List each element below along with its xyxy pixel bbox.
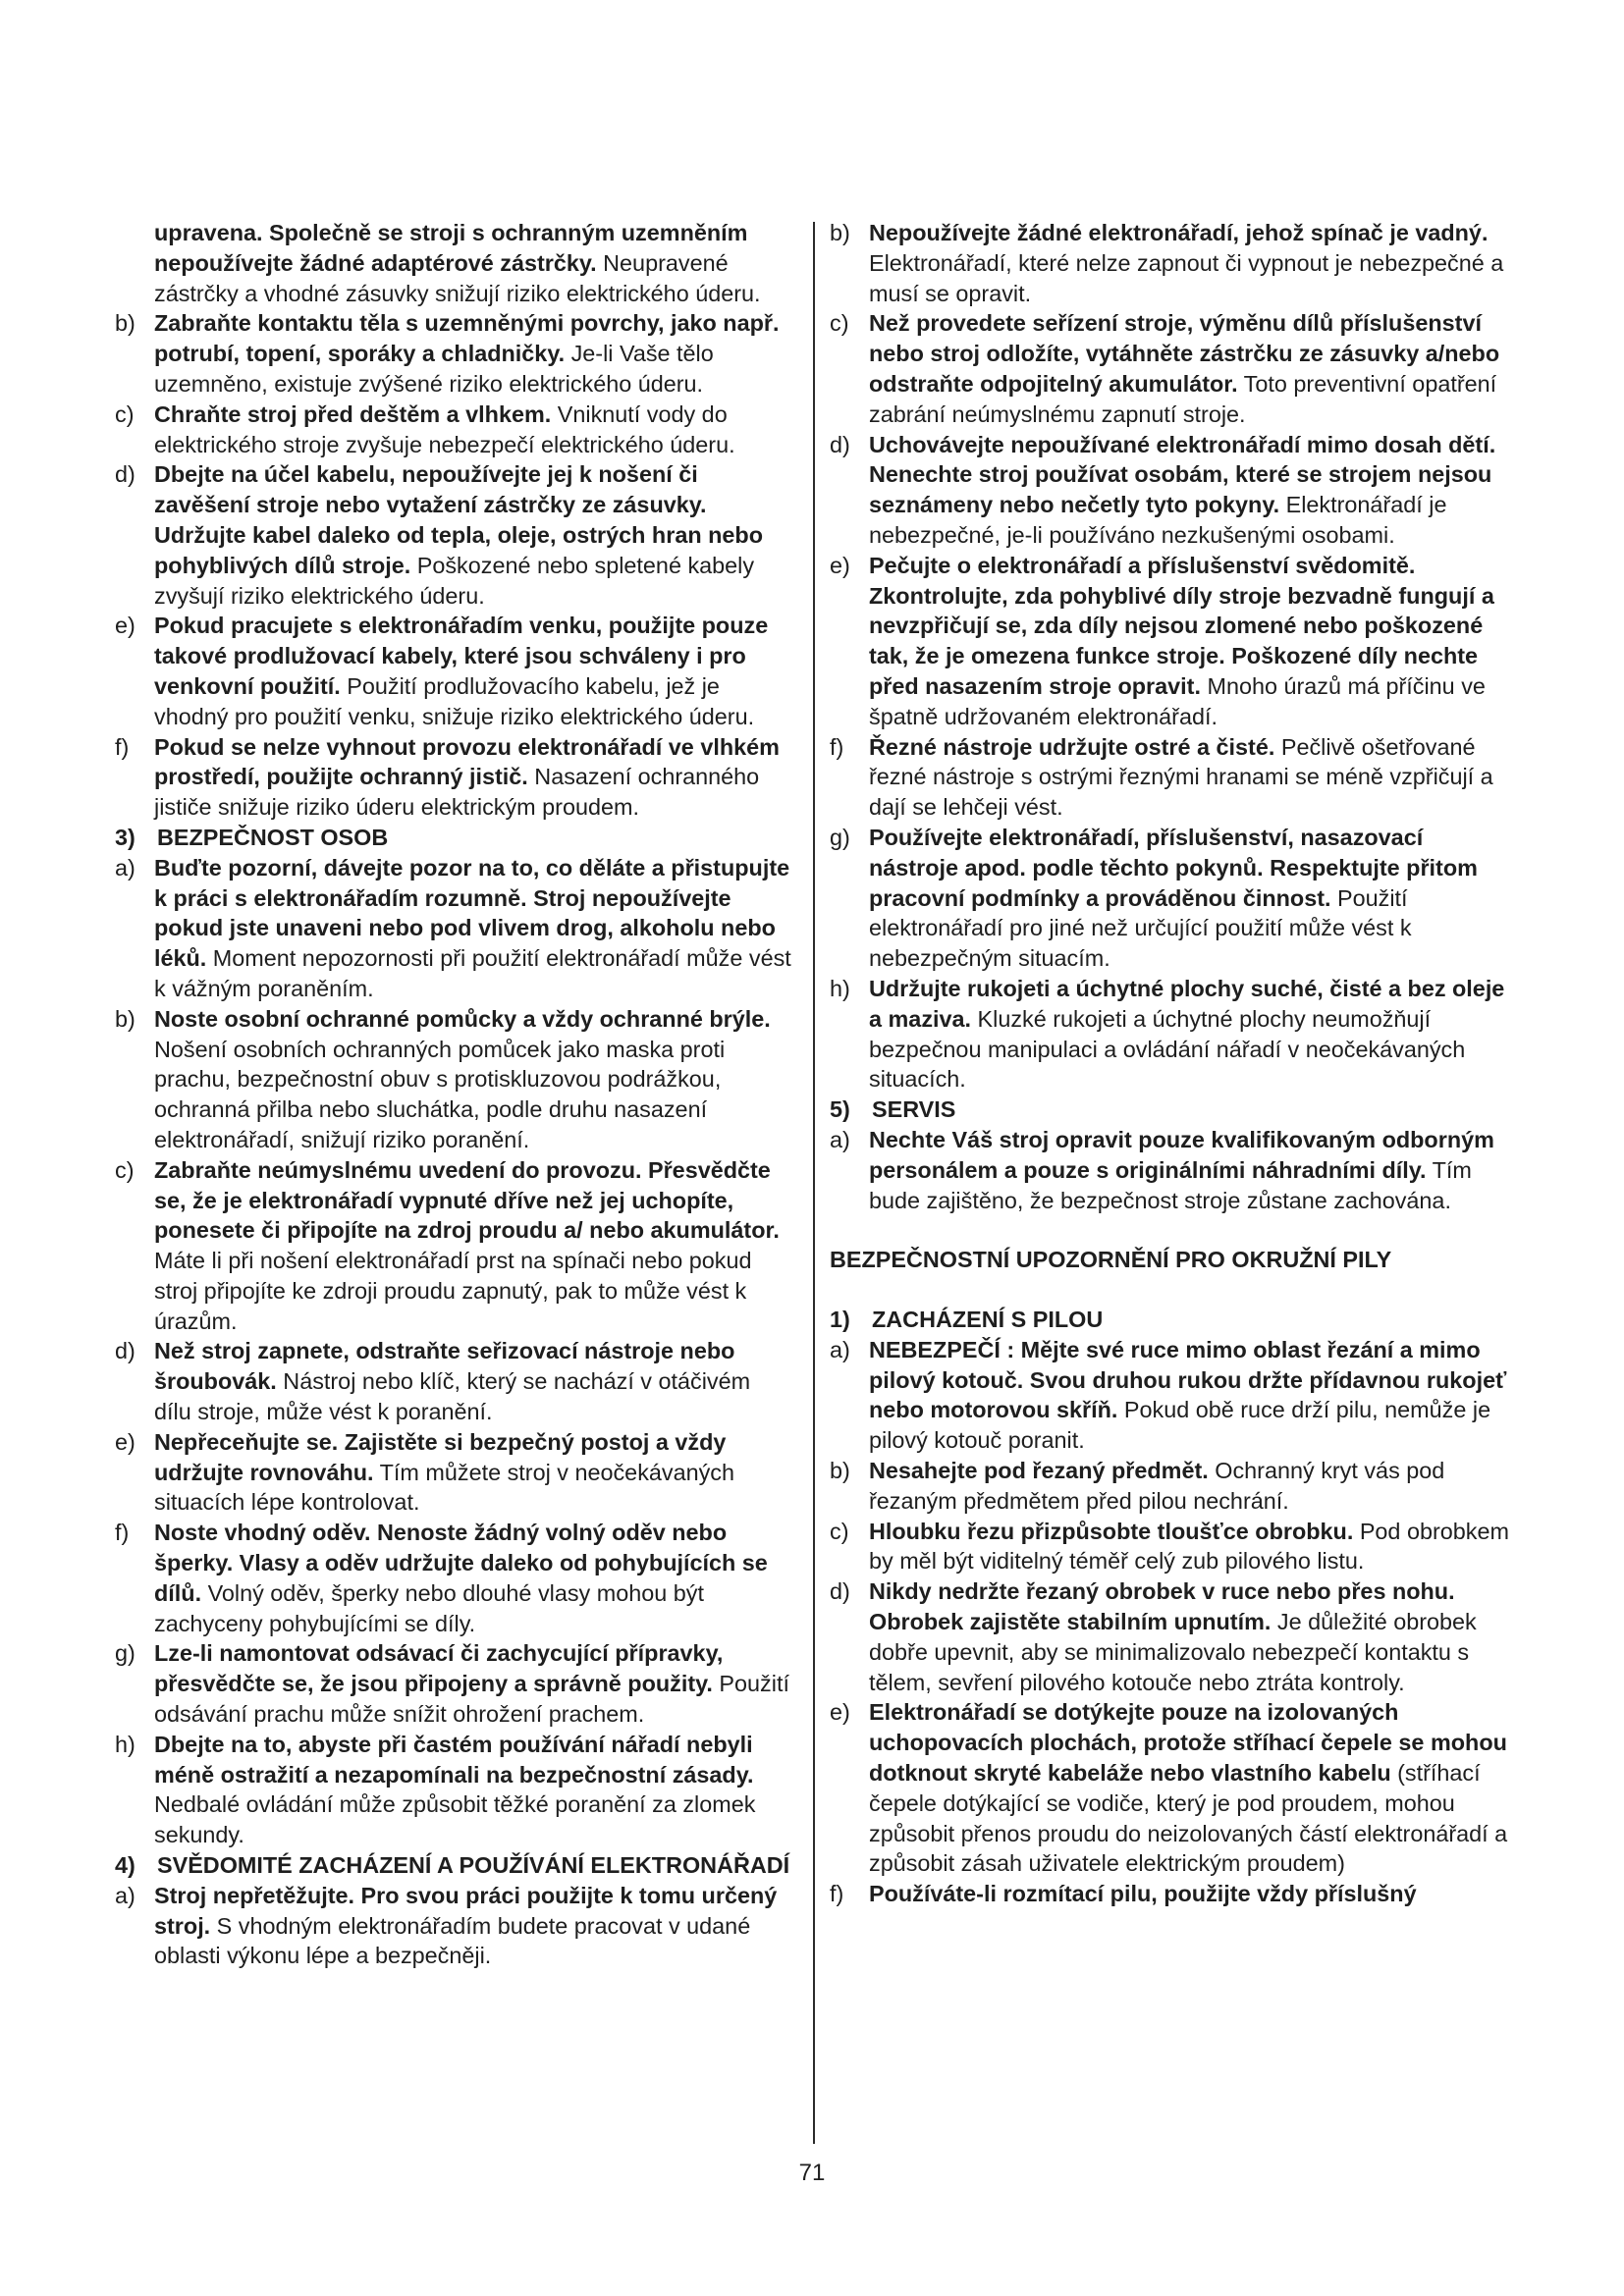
list-item (830, 974, 1512, 1095)
column-divider (813, 222, 815, 2144)
item-text (154, 853, 792, 1004)
item-text (869, 551, 1512, 732)
list-item (115, 1155, 792, 1337)
item-label: f) (830, 1881, 844, 1907)
section-title: ZACHÁZENÍ S PILOU (872, 1307, 1104, 1333)
item-normal-text: Použití odsávání prachu může snížit ohrožení prachem. (154, 1671, 789, 1728)
section-number: 5) (830, 1096, 850, 1123)
item-text (869, 1517, 1512, 1577)
list-item (115, 308, 792, 399)
list-item (830, 732, 1512, 823)
item-normal-text: Máte li při nošení elektronářadí prst na spínači nebo pokud stroj připojíte ke zdroji proudu zapnutý, pak to může vést k úrazům. (154, 1248, 752, 1334)
list-item (830, 308, 1512, 429)
saw-safety-heading: BEZPEČNOSTNÍ UPOZORNĚNÍ PRO OKRUŽNÍ PILY (830, 1247, 1392, 1273)
item-normal-text: Nošení osobních ochranných pomůcek jako maska proti prachu, bezpečnostní obuv s protiskluzovou podrážkou, ochranná přilba nebo sluchátka, podle druhu nasazení elektronářadí, snižují riziko poranění. (154, 1036, 726, 1152)
item-label: d) (830, 431, 850, 457)
item-normal-text: Elektronářadí, které nelze zapnout či vypnout je nebezpečné a musí se opravit. (869, 249, 1504, 306)
item-bold-text: Lze-li namontovat odsávací či zachycující přípravky, přesvědčte se, že jsou připojeny a správně použity. (154, 1640, 724, 1697)
item-text (869, 1125, 1512, 1215)
item-bold-text: Zabraňte kontaktu těla s uzemněnými povrchy, jako např. potrubí, topení, sporáky a chladničky. (154, 310, 780, 367)
item-bold-text: Hloubku řezu přizpůsobte tloušťce obrobku. (869, 1518, 1354, 1544)
item-label: e) (115, 1428, 135, 1455)
item-bold-text: Používejte elektronářadí, příslušenství, nasazovací nástroje apod. podle těchto pokynů. Respektujte přitom pracovní podmínky a prováděnou činnost. (869, 824, 1478, 911)
right-column (830, 218, 1512, 1909)
list-item (115, 1881, 792, 1971)
list-item (115, 1004, 792, 1155)
item-text (154, 1336, 792, 1426)
list-item (830, 1456, 1512, 1517)
item-bold-text: Noste osobní ochranné pomůcky a vždy ochranné brýle. (154, 1005, 771, 1032)
item-normal-text: Použití elektronářadí pro jiné než určující použití může vést k nebezpečným situacím. (869, 884, 1412, 972)
section-title: SVĚDOMITÉ ZACHÁZENÍ A POUŽÍVÁNÍ ELEKTRONÁŘADÍ (157, 1852, 790, 1879)
item-label: f) (115, 733, 130, 760)
section-number: 1) (830, 1307, 850, 1333)
list-item (115, 1638, 792, 1729)
item-label: b) (830, 220, 850, 245)
item-bold-text: Udržujte rukojeti a úchytné plochy suché, čisté a bez oleje a maziva. (869, 975, 1505, 1032)
item-bold-text: Nepřeceňujte se. Zajistěte si bezpečný postoj a vždy udržujte rovnováhu. (154, 1428, 727, 1485)
item-bold-text: Než stroj zapnete, odstraňte seřizovací nástroje nebo šroubovák. (154, 1338, 735, 1395)
item-normal-text: Vniknutí vody do elektrického stroje zvyšuje nebezpečí elektrického úderu. (154, 400, 735, 457)
item-normal-text: Tím bude zajištěno, že bezpečnost stroje zůstane zachována. (869, 1156, 1472, 1213)
item-text (869, 823, 1512, 974)
list-item (830, 1576, 1512, 1697)
item-normal-text: Nástroj nebo klíč, který se nachází v otáčivém dílu stroje, může vést k poranění. (154, 1368, 751, 1425)
item-label: a) (830, 1126, 850, 1152)
item-normal-text: Je-li Vaše tělo uzemněno, existuje zvýšené riziko elektrického úderu. (154, 341, 714, 397)
item-text (869, 1576, 1512, 1697)
item-bold-text: Buďte pozorní, dávejte pozor na to, co děláte a přistupujte k práci s elektronářadím rozumně. Stroj nepoužívejte pokud jste unaveni nebo pod vlivem drog, alkoholu nebo léků. (154, 854, 790, 972)
list-item (115, 459, 792, 611)
section-5-heading (830, 1095, 1512, 1125)
item-normal-text: Tím můžete stroj v neočekávaných situacích lépe kontrolovat. (154, 1459, 735, 1516)
item-label: a) (115, 854, 135, 881)
item-text (154, 1518, 792, 1638)
section-1-heading (830, 1305, 1512, 1335)
item-bold-text: Nepoužívejte žádné elektronářadí, jehož spínač je vadný. (869, 220, 1489, 245)
item-bold-text: Nechte Váš stroj opravit pouze kvalifikovaným odborným personálem a pouze s originálními náhradními díly. (869, 1126, 1494, 1183)
item-text (154, 1881, 792, 1971)
item-normal-text: Neupravené zástrčky a vhodné zásuvky snižují riziko elektrického úderu. (154, 249, 761, 306)
right-items-group-2 (830, 1125, 1512, 1215)
item-normal-text: Kluzké rukojeti a úchytné plochy neumožňují bezpečnou manipulaci a ovládání nářadí v neočekávaných situacích. (869, 1005, 1466, 1093)
item-normal-text: Elektronářadí je nebezpečné, je-li používáno nezkušenými osobami. (869, 492, 1447, 548)
item-label: b) (830, 1458, 850, 1484)
item-bold-text: Stroj nepřetěžujte. Pro svou práci použijte k tomu určený stroj. (154, 1882, 778, 1939)
list-item (830, 1335, 1512, 1456)
item-label: b) (115, 310, 135, 337)
item-label: c) (830, 1518, 849, 1544)
item-normal-text: Mnoho úrazů má příčinu ve špatně udržovaném elektronářadí. (869, 672, 1486, 729)
item-bold-text: Elektronářadí se dotýkejte pouze na izolovaných uchopovacích plochách, protože stříhací čepele se mohou dotknout skryté kabeláže nebo vlastního kabelu (869, 1699, 1507, 1787)
item-text (154, 1155, 792, 1337)
item-label: g) (115, 1640, 135, 1667)
section-3-heading (115, 823, 792, 853)
item-normal-text: Pečlivě ošetřované řezné nástroje s ostrými řeznými hranami se méně vzpřičují a dají se lehčeji vést. (869, 733, 1493, 821)
item-text (869, 1456, 1512, 1517)
item-label: c) (115, 1156, 135, 1183)
list-item (115, 400, 792, 460)
list-item (830, 430, 1512, 551)
item-label: d) (115, 461, 135, 488)
list-item (115, 1730, 792, 1850)
section-title: SERVIS (872, 1096, 956, 1123)
item-text (154, 732, 792, 823)
item-text (154, 400, 792, 460)
item-normal-text: Moment nepozornosti při použití elektronářadí může vést k vážným poraněním. (154, 945, 791, 1001)
item-text (869, 430, 1512, 551)
item-normal-text: Nedbalé ovládání může způsobit těžké poranění za zlomek sekundy. (154, 1791, 756, 1848)
item-normal-text: (stříhací čepele dotýkající se vodiče, který je pod proudem, mohou způsobit přenos proudu do neizolovaných částí elektronářadí a způsobit zásah uživatele elektrickým proudem) (869, 1760, 1508, 1877)
item-bold-text: Dbejte na účel kabelu, nepoužívejte jej k nošení či zavěšení stroje nebo vytažení zástrčky ze zásuvky. Udržujte kabel daleko od tepla, oleje, ostrých hran nebo pohyblivých dílů stroje. (154, 461, 763, 578)
item-label: b) (115, 1005, 135, 1032)
item-normal-text: Je důležité obrobek dobře upevnit, aby se minimalizovalo nebezpečí kontaktu s tělem, sevření pilového kotouče nebo ztráta kontroly. (869, 1609, 1477, 1695)
item-label: d) (115, 1338, 135, 1364)
item-normal-text: Pod obrobkem by měl být viditelný téměř celý zub pilového listu. (869, 1518, 1509, 1575)
item-normal-text: S vhodným elektronářadím budete pracovat v udané oblasti výkonu lépe a bezpečněji. (154, 1912, 751, 1969)
list-item (830, 823, 1512, 974)
item-bold-text: Noste vhodný oděv. Nenoste žádný volný oděv nebo šperky. Vlasy a oděv udržujte daleko od pohybujících se dílů. (154, 1520, 768, 1606)
list-item (830, 218, 1512, 308)
item-bold-text: Než provedete seřízení stroje, výměnu dílů příslušenství nebo stroj odložíte, vytáhněte zástrčku ze zásuvky a/nebo odstraňte odpojitelný akumulátor. (869, 310, 1500, 397)
item-label: e) (115, 613, 135, 639)
right-items-group-1 (830, 218, 1512, 1095)
item-text (154, 459, 792, 611)
list-item (830, 551, 1512, 732)
item-bold-text: Zabraňte neúmyslnému uvedení do provozu. Přesvědčte se, že je elektronářadí vypnuté dříve než jej uchopíte, ponesete či připojíte na zdroj proudu a/ nebo akumulátor. (154, 1156, 780, 1244)
list-item (830, 1697, 1512, 1879)
item-text (154, 308, 792, 399)
item-text (154, 1730, 792, 1850)
list-item (830, 1879, 1512, 1909)
list-item (115, 732, 792, 823)
page-number: 71 (798, 2160, 826, 2186)
item-bold-text: Používáte-li rozmítací pilu, použijte vždy příslušný (869, 1881, 1417, 1907)
item-label: c) (115, 400, 135, 427)
item-bold-text: Nesahejte pod řezaný předmět. (869, 1458, 1209, 1484)
item-label: g) (830, 824, 850, 850)
item-text (869, 1697, 1512, 1879)
item-label: c) (830, 310, 849, 337)
section-number: 3) (115, 824, 135, 850)
item-normal-text: Ochranný kryt vás pod řezaným předmětem před pilou nechrání. (869, 1458, 1445, 1514)
item-text (154, 1638, 792, 1729)
item-normal-text: Poškozené nebo spletené kabely zvyšují riziko elektrického úderu. (154, 552, 755, 609)
item-bold-text: NEBEZPEČÍ : Mějte své ruce mimo oblast řezání a mimo pilový kotouč. Svou druhou rukou držte přídavnou rukojeť nebo motorovou skříň. (869, 1336, 1507, 1423)
section-4-heading (115, 1850, 792, 1881)
item-bold-text: Pečujte o elektronářadí a příslušenství svědomitě. Zkontrolujte, zda pohyblivé díly stroje bezvadně fungují a nevzpřičují se, zda díly nejsou zlomené nebo poškozené tak, že je omezena funkce stroje. Poškozené díly nechte před nasazením stroje opravit. (869, 552, 1494, 699)
left-column (115, 218, 792, 1971)
item-text (869, 308, 1512, 429)
left-continuation (115, 218, 792, 308)
left-items-group-1 (115, 308, 792, 823)
left-items-group-3 (115, 1881, 792, 1971)
item-bold-text: Nikdy nedržte řezaný obrobek v ruce nebo přes nohu. Obrobek zajistěte stabilním upnutím. (869, 1578, 1455, 1635)
item-text (869, 974, 1512, 1095)
item-bold-text: Řezné nástroje udržujte ostré a čisté. (869, 733, 1275, 760)
item-text (154, 1004, 792, 1155)
item-normal-text: Pokud obě ruce drží pilu, nemůže je pilový kotouč poranit. (869, 1397, 1491, 1454)
item-text (869, 1879, 1512, 1909)
item-normal-text: Použití prodlužovacího kabelu, jež je vhodný pro použití venku, snižuje riziko elektrického úderu. (154, 672, 755, 729)
item-label: e) (830, 552, 850, 578)
right-items-group-3 (830, 1335, 1512, 1909)
item-bold-text: Uchovávejte nepoužívané elektronářadí mimo dosah dětí. Nenechte stroj používat osobám, které se strojem nejsou seznámeny nebo nečetly tyto pokyny. (869, 431, 1496, 518)
section-number: 4) (115, 1852, 135, 1879)
section-title: BEZPEČNOST OSOB (157, 824, 389, 850)
item-label: f) (830, 733, 844, 760)
item-bold-text: upravena. Společně se stroji s ochranným uzemněním nepoužívejte žádné adaptérové zástrčky. (154, 220, 748, 276)
left-items-group-2 (115, 853, 792, 1850)
item-label: h) (830, 975, 850, 1001)
item-label: a) (115, 1882, 135, 1908)
list-item (115, 1427, 792, 1518)
list-item (115, 611, 792, 731)
item-text (154, 611, 792, 731)
list-item (830, 1517, 1512, 1577)
item-label: d) (830, 1578, 850, 1605)
item-text (869, 732, 1512, 823)
list-item (115, 853, 792, 1004)
item-normal-text: Volný oděv, šperky nebo dlouhé vlasy mohou být zachyceny pohybujícími se díly. (154, 1579, 704, 1636)
item-text (154, 1427, 792, 1518)
item-text (154, 220, 761, 306)
item-text (869, 1335, 1512, 1456)
item-bold-text: Pokud se nelze vyhnout provozu elektronářadí ve vlhkém prostředí, použijte ochranný jistič. (154, 733, 780, 790)
list-item (115, 1518, 792, 1638)
item-normal-text: Nasazení ochranného jističe snižuje riziko úderu elektrickým proudem. (154, 764, 760, 821)
item-bold-text: Chraňte stroj před deštěm a vlhkem. (154, 400, 552, 427)
item-bold-text: Dbejte na to, abyste při častém používání nářadí nebyli méně ostražití a nezapomínali na bezpečnostní zásady. (154, 1731, 754, 1788)
item-text (869, 218, 1512, 308)
item-label: h) (115, 1731, 135, 1757)
item-bold-text: Pokud pracujete s elektronářadím venku, použijte pouze takové prodlužovací kabely, které jsou schváleny i pro venkovní použití. (154, 613, 769, 699)
continued-paragraph (115, 218, 792, 308)
item-normal-text: Toto preventivní opatření zabrání neúmyslnému zapnutí stroje. (869, 370, 1497, 427)
item-label: a) (830, 1336, 850, 1362)
item-label: f) (115, 1520, 130, 1546)
item-label: e) (830, 1699, 850, 1726)
list-item (830, 1125, 1512, 1215)
list-item (115, 1336, 792, 1426)
